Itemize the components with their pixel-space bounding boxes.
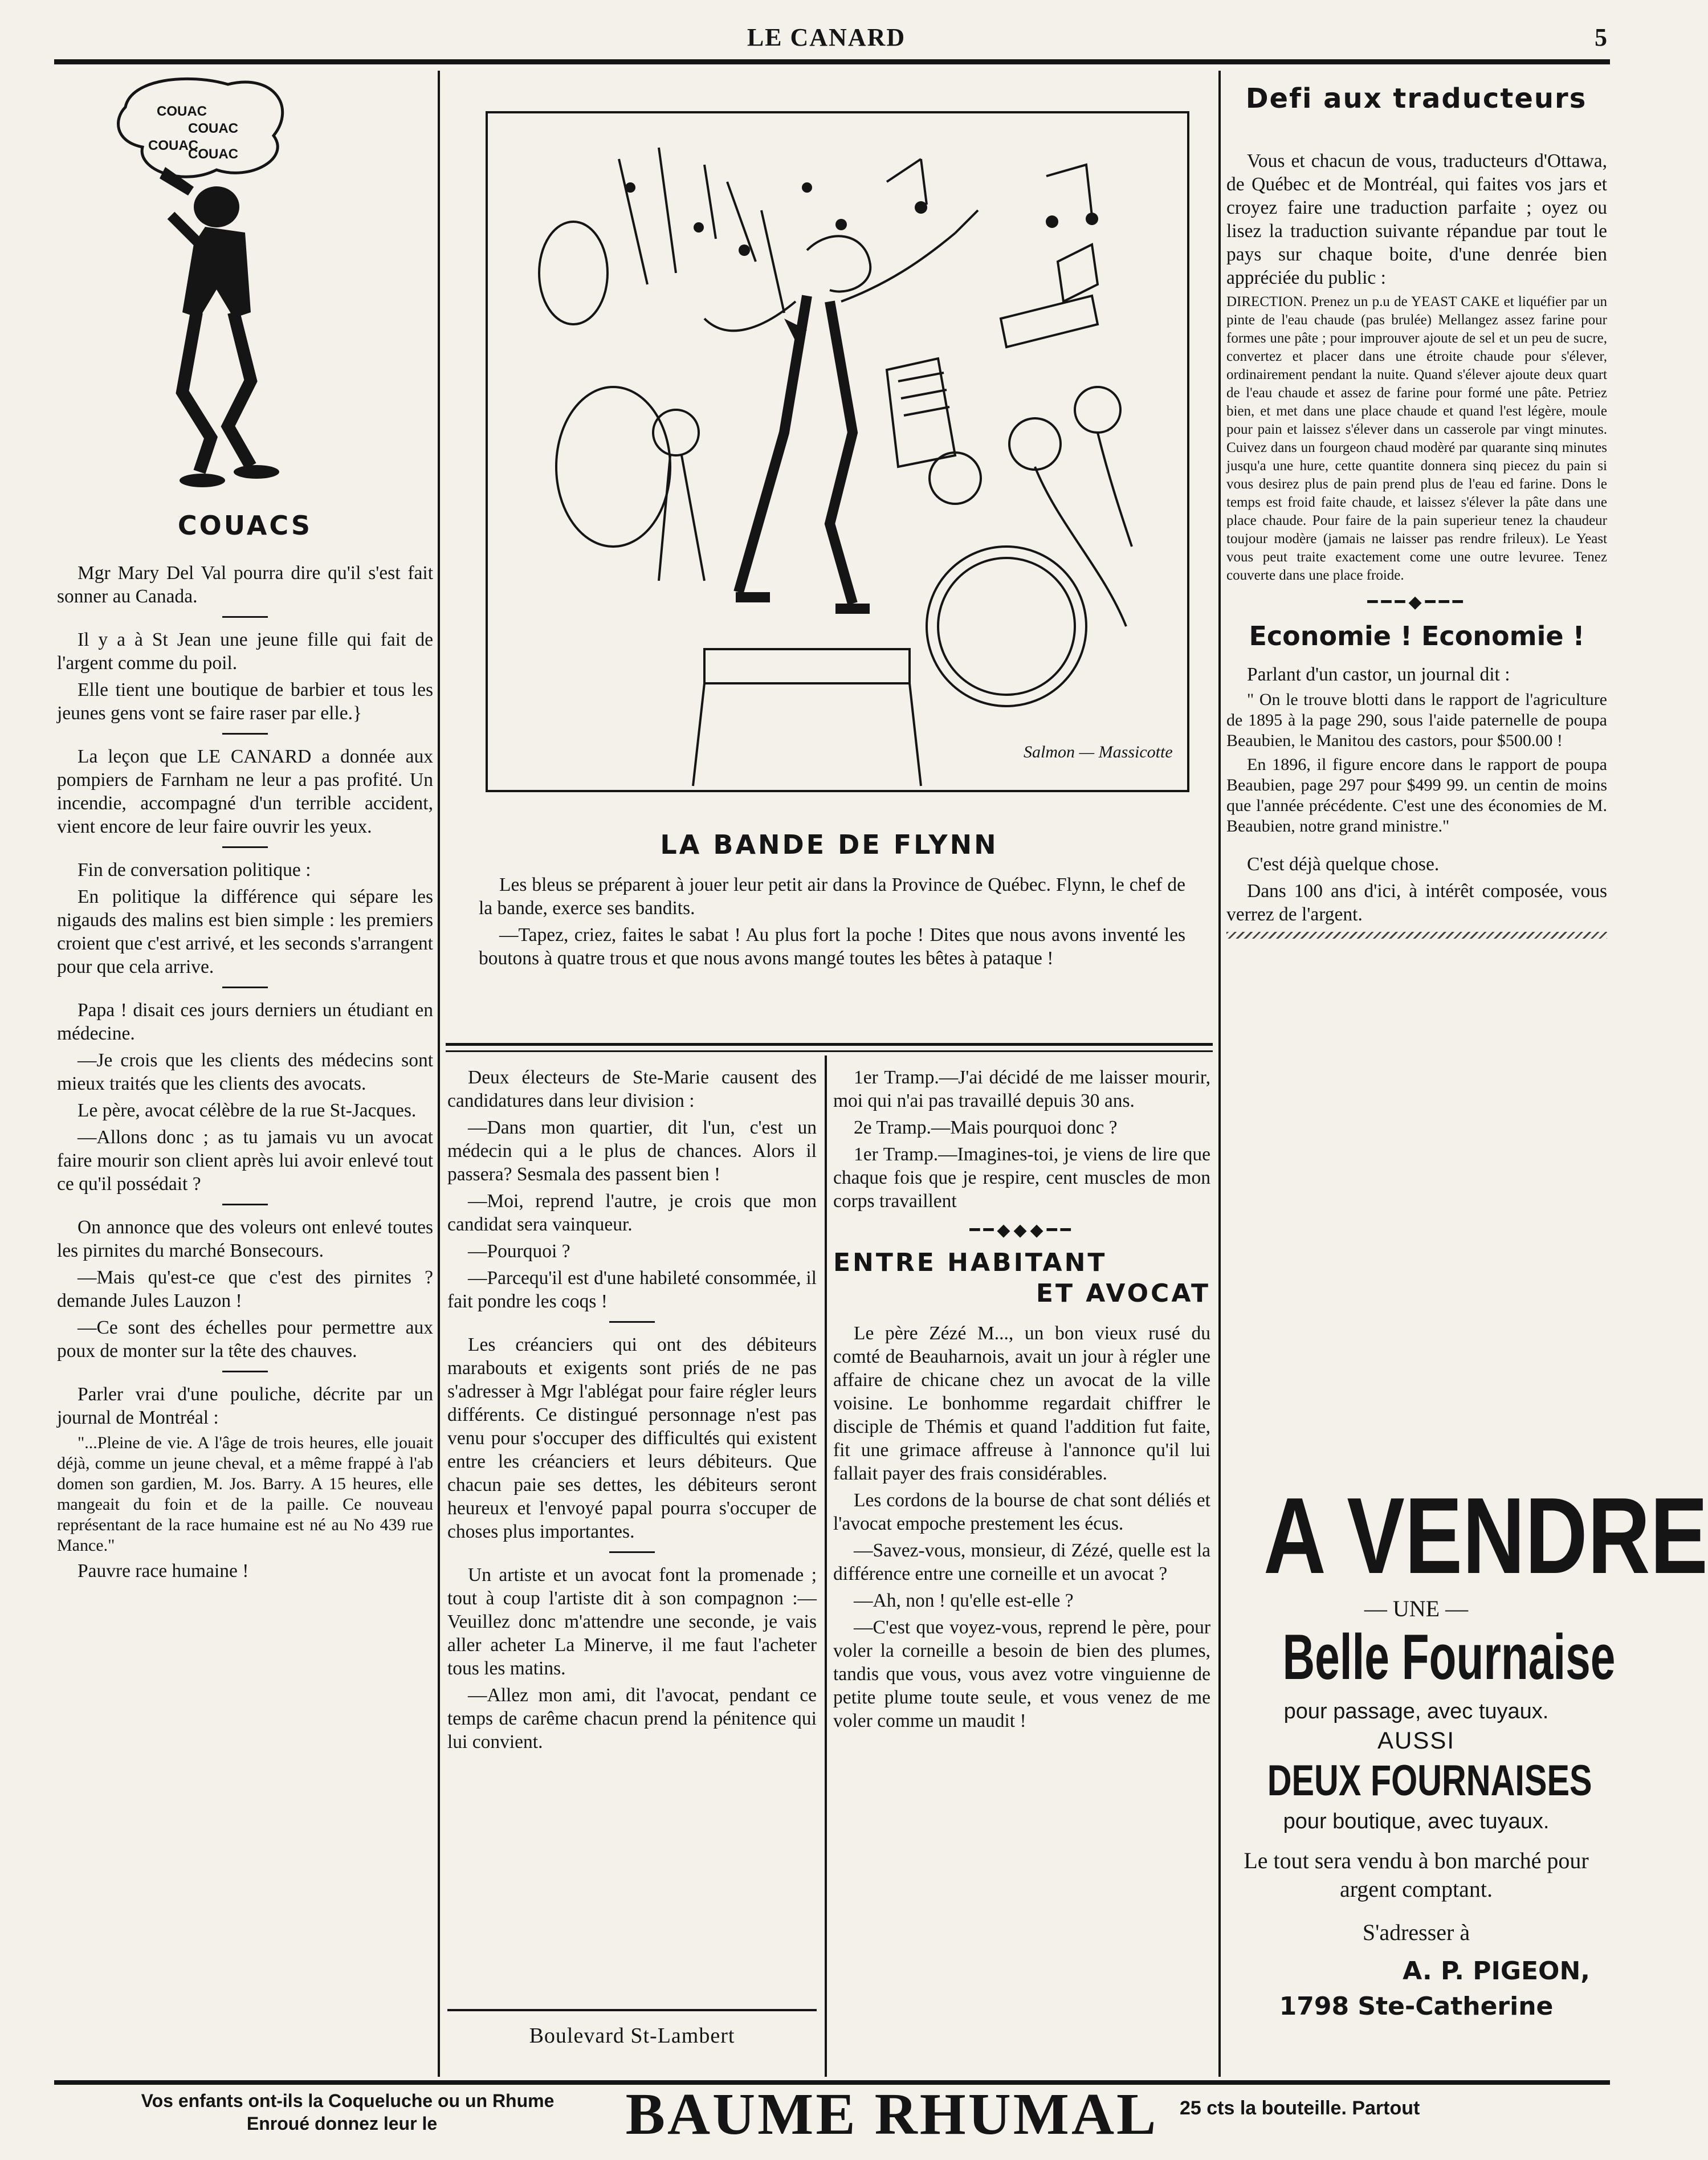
flynn-caption-1: Les bleus se préparent à jouer leur petit air dans la Province de Québec. Flynn, le chef de la bande, exerce ses bandits. bbox=[479, 874, 1185, 919]
ad-aussi: AUSSI bbox=[1377, 1727, 1456, 1754]
ad-contact-addr: 1798 Ste-Catherine bbox=[1279, 1992, 1554, 2021]
illustration-signature: Salmon — Massicotte bbox=[1024, 743, 1173, 761]
couac-6b: —Mais qu'est-ce que c'est des pirnites ? demande Jules Lauzon ! bbox=[57, 1267, 433, 1311]
column-2 bbox=[447, 1066, 817, 1757]
wavy-divider bbox=[1226, 932, 1607, 939]
electeurs-1: Deux électeurs de Ste-Marie causent des candidatures dans leur division : bbox=[447, 1067, 817, 1111]
furnace-ad bbox=[1225, 1476, 1708, 2023]
couac-1: Mgr Mary Del Val pourra dire qu'il s'est fait sonner au Canada. bbox=[57, 563, 433, 607]
electeurs-2: —Dans mon quartier, dit l'un, c'est un médecin qui a le plus de chances. Alors il passera? Sesmala des passent bien ! bbox=[447, 1117, 817, 1185]
mid-rule-a bbox=[446, 1043, 1213, 1046]
flynn-caption-2: —Tapez, criez, faites le sabat ! Au plus fort la poche ! Dites que nous avons inventé les boutons à quatre trous et que nous avons mangé toutes les bêtes à pataque ! bbox=[479, 924, 1185, 969]
defi-heading: Defi aux traducteurs bbox=[1245, 83, 1587, 115]
couac-2b: Elle tient une boutique de barbier et tous les jeunes gens vont se faire raser par elle.} bbox=[57, 679, 433, 724]
footer-ad-left-2: Enroué donnez leur le bbox=[246, 2113, 438, 2134]
ad-product-2: DEUX FOURNAISES bbox=[1267, 1756, 1592, 1805]
footer-ad-product: BAUME RHUMAL bbox=[625, 2081, 1159, 2147]
ad-product-1: Belle Fournaise bbox=[1282, 1621, 1616, 1693]
bubble-word-2: COUAC bbox=[188, 121, 238, 136]
couac-5c: Le père, avocat célèbre de la rue St-Jacques. bbox=[78, 1100, 417, 1121]
couac-4b: En politique la différence qui sépare les nigauds des malins est bien simple : les premiers croient que c'est arrivé, et les seconds s'arrangent pour que cela arrive. bbox=[57, 886, 433, 977]
economie-quote-2: En 1896, il figure encore dans le rapport de poupa Beaubien, page 297 pour $499 99. un centin de moins que l'année précédente. C'est une des économies de M. Beaubien, notre grand ministre." bbox=[1226, 755, 1607, 836]
story-4: —Ah, non ! qu'elle est-elle ? bbox=[854, 1590, 1074, 1611]
creanciers: Les créanciers qui ont des débiteurs marabouts et exigents sont priés de ne pas s'adresser à Mgr l'ablégat pour faire régler leurs différents. Ce distingué personnage n'est pas venu pour s'occuper des difficultés qui existent entre les créanciers et leurs débiteurs. Que chacun paie ses dettes, les débiteurs seront heureux et l'envoyé papal pourra s'occuper de choses plus importantes. bbox=[447, 1334, 817, 1542]
ad-une: — UNE — bbox=[1364, 1596, 1469, 1621]
duck-trumpeter-illustration bbox=[103, 73, 353, 495]
couac-5b: —Je crois que les clients des médecins sont mieux traités que les clients des avocats. bbox=[57, 1050, 433, 1094]
economie-intro: Parlant d'un castor, un journal dit : bbox=[1247, 664, 1510, 685]
couac-3: La leçon que LE CANARD a donnée aux pompiers de Farnham ne leur a pas profité. Un incendie, accompagné d'un terrible accident, vient encore de leur faire ouvrir les yeux. bbox=[57, 746, 433, 837]
story-3: —Savez-vous, monsieur, di Zézé, quelle est la différence entre une corneille et un avocat ? bbox=[833, 1540, 1210, 1584]
entre-heading-1: ENTRE HABITANT bbox=[833, 1248, 1107, 1277]
artiste-2: —Allez mon ami, dit l'avocat, pendant ce temps de carême chacun prend la pénitence qui lui convient. bbox=[447, 1685, 817, 1753]
top-rule bbox=[54, 59, 1610, 64]
economie-quote-1: " On le trouve blotti dans le rapport de l'agriculture de 1895 à la page 290, sous l'aide paternelle de poupa Beaubien, le Manitou des castors, pour $500.00 ! bbox=[1226, 690, 1607, 750]
economie-heading: Economie ! Economie ! bbox=[1249, 621, 1585, 651]
flynn-heading: LA BANDE DE FLYNN bbox=[660, 829, 998, 860]
economie-end-1: C'est déjà quelque chose. bbox=[1247, 854, 1440, 875]
footer-ad-left-1: Vos enfants ont-ils la Coqueluche ou un Rhume bbox=[141, 2090, 555, 2111]
couac-6a: On annonce que des voleurs ont enlevé toutes les pirnites du marché Bonsecours. bbox=[57, 1217, 433, 1261]
yeast-notice-text: DIRECTION. Prenez un p.u de YEAST CAKE et liquéfier par un pinte de l'eau chaude (pas brulée) Mellangez assez farine pour formes une pâte ; pour improuver ajoute de sel et un peu de sucre, convertez et placer dans une étroite chaude pour s'élever, ordinairement pendant la nuite. Quand s'élever ajoute deux quart de l'eau chaude et assez de farine pour formé une pâte. Petriez bien, et met dans une place chaude et quand l'est légère, moule pour pain et laissez s'élever dans un casserole par vingt minutes. Cuivez dans un fourgeon chaud modèré par quarante sinq minutes jusqu'a une hure, cette quantite donnera sinq piecez du pain si vous desirez plus de pain prend plus de l'eau ed farine. Dons le temps est froid faite chaude, et laissez s'élever la pâte dans une place chaude. Pour faire de la pain superieur tenez la chaudeur toujour modère (jamais ne laisser pas rendre frileux). Le Yeast vous peut traite exactement come une outre levuree. Tenez couverte dans une place froide. bbox=[1226, 294, 1607, 583]
column-rule-3 bbox=[825, 1055, 827, 2077]
separator bbox=[222, 1204, 268, 1205]
ad-terms: Le tout sera vendu à bon marché pour argent comptant. bbox=[1244, 1848, 1589, 1902]
ad-contact-name: A. P. PIGEON, bbox=[1403, 1957, 1590, 1986]
couac-closing: Pauvre race humaine ! bbox=[78, 1560, 249, 1582]
couacs-figure bbox=[103, 73, 353, 495]
column-rule-1 bbox=[438, 71, 440, 2077]
story-5: —C'est que voyez-vous, reprend le père, pour voler la corneille a besoin de bien des plumes, tandis que vous, vous avez votre vinguienne de petite plume toute seule, et vous venez de me voler comme un maudit ! bbox=[833, 1617, 1210, 1731]
couac-7: Parler vrai d'une pouliche, décrite par un journal de Montréal : bbox=[57, 1384, 433, 1428]
mid-rule-b bbox=[446, 1050, 1213, 1052]
pouliche-quote: "...Pleine de vie. A l'âge de trois heures, elle jouait déjà, comme un jeune cheval, et a même frappé à l'ab domen son gardien, M. Jos. Barry. A 15 heures, elle mangeait du foin et de la paille. Ce nouveau représentant de la race humaine est né au No 439 rue Mance." bbox=[57, 1433, 433, 1555]
electeurs-4: —Pourquoi ? bbox=[468, 1241, 570, 1262]
tramp-1: 1er Tramp.—J'ai décidé de me laisser mourir, moi qui n'ai pas travaillé depuis 30 ans. bbox=[833, 1067, 1210, 1111]
flynn-caption bbox=[479, 873, 1185, 973]
masthead-title: LE CANARD bbox=[747, 23, 906, 51]
couac-4a: Fin de conversation politique : bbox=[78, 859, 311, 881]
orchestra-cartoon bbox=[488, 113, 1187, 790]
separator bbox=[222, 846, 268, 848]
couac-6c: —Ce sont des échelles pour permettre aux poux de monter sur la tête des chauves. bbox=[57, 1317, 433, 1362]
separator bbox=[222, 733, 268, 735]
bubble-word-4: COUAC bbox=[188, 146, 238, 162]
yeast-notice bbox=[1226, 293, 1607, 585]
ad-desc-1: pour passage, avec tuyaux. bbox=[1283, 1700, 1549, 1723]
defi-intro: Vous et chacun de vous, traducteurs d'Ottawa, de Québec et de Montréal, qui faites vos jars et croyez faire une traduction parfaite ; oyez ou lisez la traduction suivante répandue par tout le pays sur chaque boite, d'une denrée bien appréciée du public : bbox=[1226, 150, 1607, 288]
ad-desc-2: pour boutique, avec tuyaux. bbox=[1283, 1809, 1550, 1833]
couac-2a: Il y a à St Jean une jeune fille qui fait de l'argent comme du poil. bbox=[57, 629, 433, 674]
separator bbox=[609, 1551, 655, 1553]
footer-ad-right: 25 cts la bouteille. Partout bbox=[1180, 2097, 1420, 2119]
separator bbox=[222, 1371, 268, 1372]
column-3 bbox=[833, 1066, 1210, 1736]
tramp-3: 1er Tramp.—Imagines-toi, je viens de lire que chaque fois que je respire, cent muscles de mon corps travaillent bbox=[833, 1144, 1210, 1212]
ad-title: A VENDRE bbox=[1263, 1476, 1708, 1596]
couacs-heading: COUACS bbox=[177, 510, 313, 541]
couac-5d: —Allons donc ; as tu jamais vu un avocat faire mourir son client après lui avoir enlevé tout ce qu'il possédait ? bbox=[57, 1127, 433, 1195]
page-number: 5 bbox=[1595, 23, 1607, 51]
tramp-2: 2e Tramp.—Mais pourquoi donc ? bbox=[854, 1117, 1118, 1138]
ornament-divider: ━━━◆━━━ bbox=[1367, 593, 1466, 612]
separator bbox=[222, 616, 268, 618]
economie-end-2: Dans 100 ans d'ici, à intérêt composée, vous verrez de l'argent. bbox=[1226, 881, 1607, 925]
story-2: Les cordons de la bourse de chat sont déliés et l'avocat empoche prestement les écus. bbox=[833, 1490, 1210, 1534]
column-4 bbox=[1226, 149, 1607, 944]
bubble-word-3: COUAC bbox=[148, 138, 198, 153]
electeurs-3: —Moi, reprend l'autre, je crois que mon candidat sera vainqueur. bbox=[447, 1191, 817, 1235]
story-1: Le père Zézé M..., un bon vieux rusé du comté de Beauharnois, avait un jour à régler une affaire de chicane chez un avocat de la ville voisine. Le bonhomme regardait chiffrer le disciple de Thémis et quand l'addition fut faite, fit une grimace affreuse à l'annonce qu'il lui fallait payer des frais considérables. bbox=[833, 1323, 1210, 1484]
artiste-1: Un artiste et un avocat font la promenade ; tout à coup l'artiste dit à son compagnon :—Veuillez donc m'attendre une seconde, je vais aller acheter La Minerve, il me faut l'acheter tous les matins. bbox=[447, 1564, 817, 1679]
entre-heading-2: ET AVOCAT bbox=[1036, 1279, 1210, 1308]
column-rule-2 bbox=[1218, 71, 1221, 2077]
electeurs-5: —Parcequ'il est d'une habileté consommée, il fait pondre les coqs ! bbox=[447, 1268, 817, 1312]
column-2-footer: Boulevard St-Lambert bbox=[529, 2024, 735, 2048]
separator bbox=[222, 987, 268, 988]
ornament-divider: ━━◆◆◆━━ bbox=[969, 1221, 1074, 1240]
bubble-word-1: COUAC bbox=[157, 104, 207, 119]
separator bbox=[609, 1321, 655, 1323]
flynn-band-illustration bbox=[486, 111, 1189, 792]
couacs-column bbox=[57, 561, 433, 1586]
ad-contact-intro: S'adresser à bbox=[1362, 1919, 1470, 1945]
couac-5a: Papa ! disait ces jours derniers un étudiant en médecine. bbox=[57, 1000, 433, 1044]
column-2-footer-rule bbox=[447, 2009, 817, 2011]
